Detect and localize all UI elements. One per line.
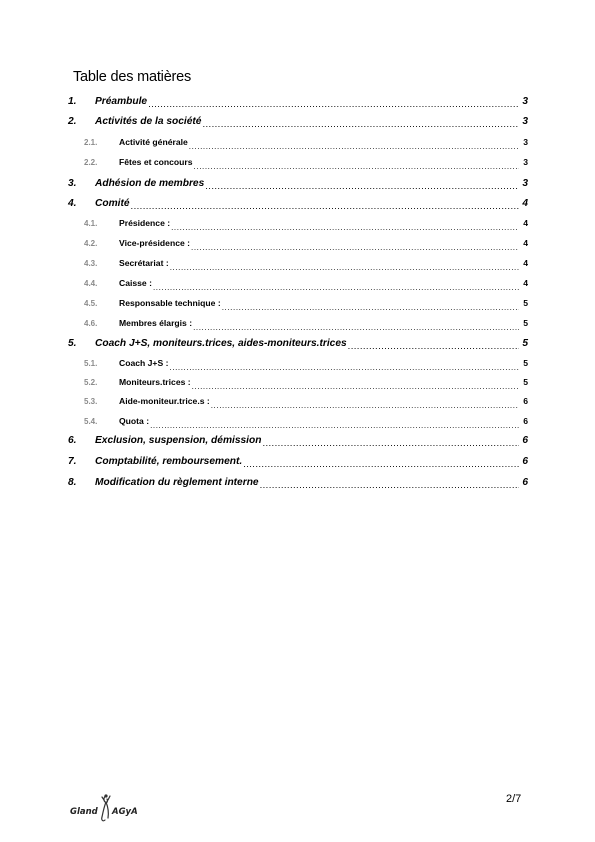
toc-entry[interactable] — [68, 416, 528, 430]
toc-entry-number: 2. — [68, 116, 77, 127]
toc-entry[interactable] — [68, 338, 528, 352]
gymnast-figure-icon — [99, 793, 113, 823]
toc-leader-dots — [189, 141, 519, 151]
toc-entry-number: 8. — [68, 477, 77, 488]
toc-entry-number: 2.1. — [84, 138, 98, 147]
toc-entry-number: 5. — [68, 338, 77, 349]
toc-entry-number: 4.6. — [84, 319, 98, 328]
toc-entry[interactable] — [68, 238, 528, 252]
toc-leader-dots — [205, 182, 519, 192]
toc-leader-dots — [222, 302, 519, 312]
toc-entry-page: 5 — [523, 358, 528, 368]
toc-entry-page: 3 — [522, 96, 528, 107]
toc-entry-text: Exclusion, suspension, démission — [95, 435, 262, 446]
toc-entry-page: 5 — [522, 338, 528, 349]
toc-entry[interactable] — [68, 435, 528, 449]
toc-entry-page: 4 — [523, 258, 528, 268]
toc-entry-number: 4.1. — [84, 219, 98, 228]
toc-entry-page: 5 — [523, 298, 528, 308]
toc-entry-page: 6 — [522, 477, 528, 488]
toc-entry-text: Secrétariat : — [119, 258, 169, 268]
toc-entry-text: Coach J+S : — [119, 358, 169, 368]
toc-entry-page: 4 — [523, 278, 528, 288]
toc-entry[interactable] — [68, 278, 528, 292]
toc-entry[interactable] — [68, 157, 528, 171]
toc-entry-page: 6 — [523, 396, 528, 406]
toc-entry-number: 7. — [68, 456, 77, 467]
toc-entry-text: Adhésion de membres — [95, 178, 205, 189]
toc-entry-page: 4 — [523, 218, 528, 228]
toc-entry-page: 4 — [522, 198, 528, 209]
toc-entry-number: 5.4. — [84, 417, 98, 426]
toc-entry-text: Comptabilité, remboursement. — [95, 456, 243, 467]
toc-entry-text: Vice-présidence : — [119, 238, 191, 248]
toc-entry-number: 5.2. — [84, 378, 98, 387]
toc-entry-number: 4.5. — [84, 299, 98, 308]
toc-entry[interactable] — [68, 298, 528, 312]
toc-entry-page: 6 — [522, 456, 528, 467]
toc-entry[interactable] — [68, 116, 528, 130]
toc-leader-dots — [243, 460, 519, 470]
toc-entry[interactable] — [68, 137, 528, 151]
toc-leader-dots — [171, 222, 519, 232]
toc-entry-text: Comité — [95, 198, 130, 209]
toc-leader-dots — [169, 362, 519, 372]
toc-entry-number: 6. — [68, 435, 77, 446]
toc-entry-page: 5 — [523, 318, 528, 328]
toc-entry-text: Aide-moniteur.trice.s : — [119, 396, 210, 406]
toc-entry-page: 3 — [522, 178, 528, 189]
toc-entry-number: 1. — [68, 96, 77, 107]
toc-entry-page: 4 — [523, 238, 528, 248]
toc-entry-text: Activité générale — [119, 137, 188, 147]
toc-entry-text: Modification du règlement interne — [95, 477, 259, 488]
toc-leader-dots — [202, 120, 519, 130]
toc-leader-dots — [170, 262, 519, 272]
toc-entry[interactable] — [68, 318, 528, 332]
toc-entry-text: Membres élargis : — [119, 318, 193, 328]
toc-leader-dots — [191, 242, 519, 252]
toc-entry-number: 4.2. — [84, 239, 98, 248]
toc-entry-number: 4.4. — [84, 279, 98, 288]
toc-entry-number: 3. — [68, 178, 77, 189]
toc-entry-number: 4.3. — [84, 259, 98, 268]
page-number: 2/7 — [506, 793, 522, 805]
toc-leader-dots — [153, 282, 519, 292]
toc-entry-number: 2.2. — [84, 158, 98, 167]
toc-leader-dots — [262, 439, 519, 449]
toc-entry-number: 5.3. — [84, 397, 98, 406]
toc-entry-text: Fêtes et concours — [119, 157, 193, 167]
toc-entry-page: 5 — [523, 377, 528, 387]
toc-entry[interactable] — [68, 358, 528, 372]
toc-entry-number: 5.1. — [84, 359, 98, 368]
toc-title: Table des matières — [73, 69, 192, 85]
toc-leader-dots — [131, 202, 519, 212]
toc-entry[interactable] — [68, 477, 528, 491]
toc-entry-page: 3 — [523, 157, 528, 167]
toc-entry-text: Préambule — [95, 96, 148, 107]
toc-entry-text: Coach J+S, moniteurs.trices, aides-moniteurs.trices — [95, 338, 347, 349]
toc-leader-dots — [193, 322, 519, 332]
toc-entry-text: Caisse : — [119, 278, 152, 288]
toc-entry[interactable] — [68, 258, 528, 272]
toc-entry[interactable] — [68, 377, 528, 391]
toc-entry[interactable] — [68, 198, 528, 212]
toc-entry-text: Présidence : — [119, 218, 171, 228]
toc-entry[interactable] — [68, 178, 528, 192]
toc-entry-page: 3 — [523, 137, 528, 147]
footer-logo — [70, 793, 150, 823]
toc-entry-text: Responsable technique : — [119, 298, 221, 308]
logo-text-left: Gland — [70, 807, 98, 817]
toc-entry-page: 6 — [523, 416, 528, 426]
toc-entry-page: 3 — [522, 116, 528, 127]
toc-leader-dots — [150, 420, 519, 430]
toc-leader-dots — [211, 400, 519, 410]
toc-entry[interactable] — [68, 96, 528, 110]
toc-entry-number: 4. — [68, 198, 77, 209]
toc-leader-dots — [194, 161, 519, 171]
toc-entry-text: Activités de la société — [95, 116, 202, 127]
toc-entry[interactable] — [68, 396, 528, 410]
toc-leader-dots — [192, 381, 519, 391]
toc-entry-text: Moniteurs.trices : — [119, 377, 191, 387]
toc-entry-page: 6 — [522, 435, 528, 446]
toc-entry-text: Quota : — [119, 416, 150, 426]
toc-leader-dots — [260, 481, 519, 491]
logo-text-right: AGyA — [112, 807, 138, 817]
toc-entry[interactable] — [68, 456, 528, 470]
toc-leader-dots — [348, 342, 519, 352]
toc-entry[interactable] — [68, 218, 528, 232]
toc-leader-dots — [148, 100, 519, 110]
